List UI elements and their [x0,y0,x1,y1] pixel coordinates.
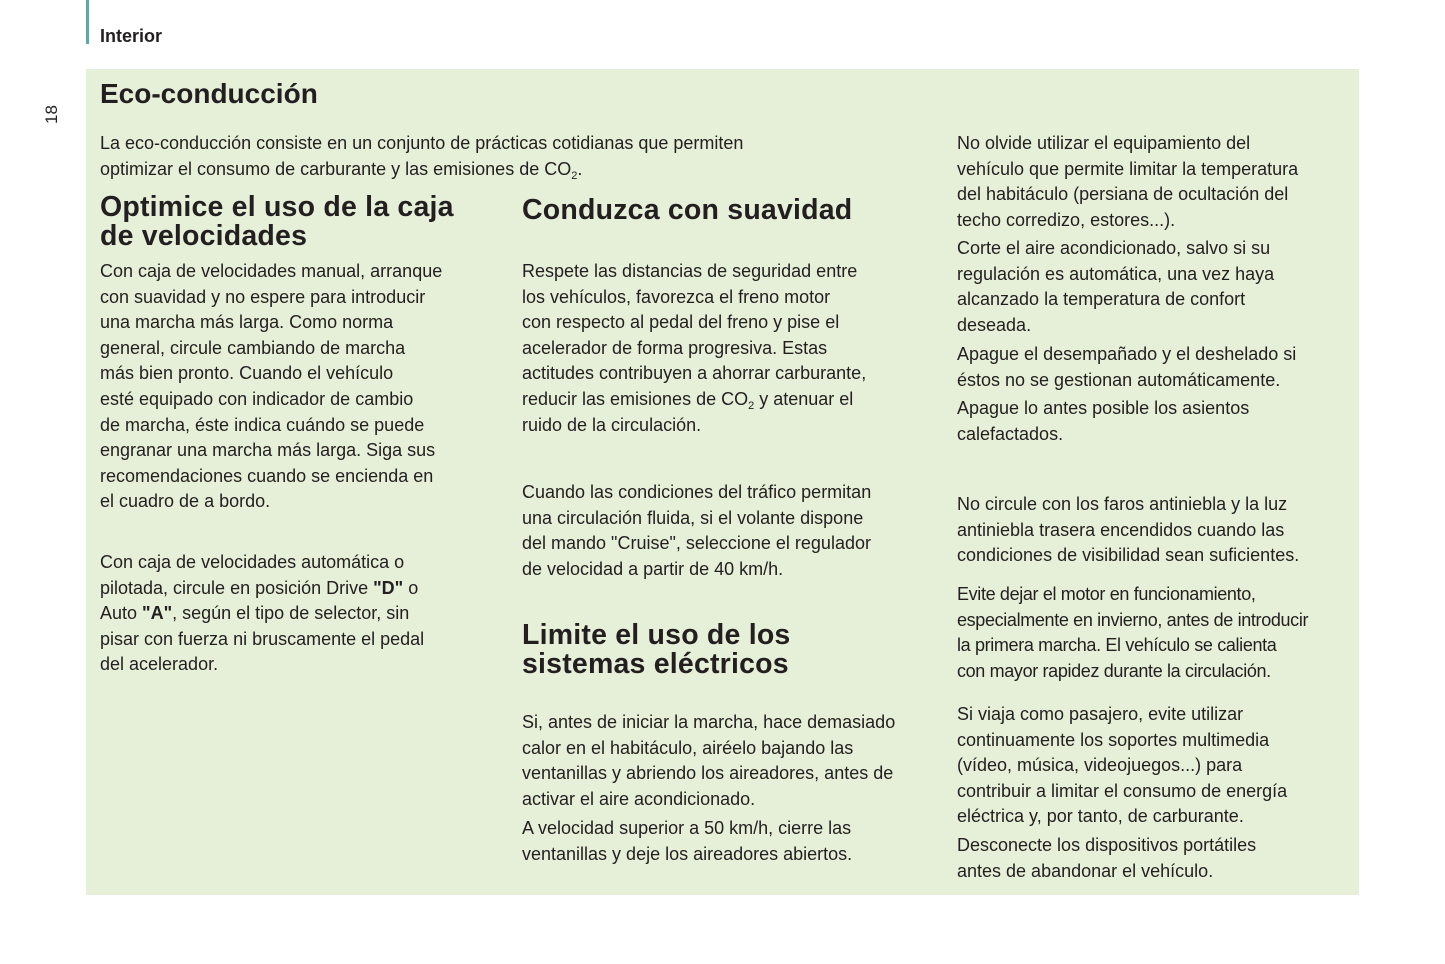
cruise-paragraph: Cuando las condiciones del tráfico permitan una circulación fluida, si el volante dispone del mando "Cruise", seleccione el regulador de velocidad a partir de 40 km/h. [522,482,872,579]
page-title: Eco-conducción [100,78,318,109]
heading-gearbox: Optimice el uso de la caja de velocidades [100,191,454,252]
intro-line: La eco-conducción consiste en un conjunto de prácticas cotidianas que permiten [100,133,744,153]
intro-paragraph [100,131,743,182]
engine-idle-paragraph: Evite dejar el motor en funcionamiento, especialmente en invierno, antes de introducir la primera marcha. El vehículo se calienta con mayor rapidez durante la circulación. [957,584,1309,681]
gearbox-manual-paragraph: Con caja de velocidades manual, arranque con suavidad y no espere para introducir una marcha más larga. Como norma general, circule cambiando de marcha más bien pronto. Cuando el vehículo esté equipado con indicador de cambio de marcha, éste indica cuándo se puede engranar una marcha más larga. Siga sus recomendaciones cuando se encienda en el cuadro de a bordo. [100,261,443,512]
heading-drive-smoothly: Conduzca con suavidad [522,194,853,226]
drive-smoothly-paragraph: Respete las distancias de seguridad entre los vehículos, favorezca el freno motor con respecto al pedal del freno y pise el acelerador de forma progresiva. Estas actitudes contribuyen a ahorrar carburante, reducir las emisiones de $CO_2$ y atenuar el ruido de la circulación. [522,261,867,435]
section-label: Interior [100,26,163,46]
page-number: 18 [42,105,61,124]
defrost-paragraph: Apague el desempañado y el deshelado si éstos no se gestionan automáticamente. [957,344,1297,390]
heading-electrical-systems: Limite el uso de los sistemas eléctricos [522,619,791,680]
gearbox-automatic-paragraph: Con caja de velocidades automática o pilotada, circule en posición Drive "D" o Auto "A", según el tipo de selector, sin pisar con fuerza ni bruscamente el pedal del acelerador. [100,552,425,675]
fog-lights-paragraph: No circule con los faros antiniebla y la luz antiniebla trasera encendidos cuando las condiciones de visibilidad sean suficientes. [957,494,1300,566]
portable-devices-paragraph: Desconecte los dispositivos portátiles antes de abandonar el vehículo. [957,835,1257,881]
heated-seats-paragraph: Apague lo antes posible los asientos calefactados. [957,398,1250,444]
ventilation-paragraph: Si, antes de iniciar la marcha, hace demasiado calor en el habitáculo, airéelo bajando las ventanillas y abriendo los aireadores, antes de activar el aire acondicionado. [522,712,896,809]
air-conditioning-paragraph: Corte el aire acondicionado, salvo si su regulación es automática, una vez haya alcanzado la temperatura de confort deseada. [957,238,1275,335]
intro-line: optimizar el consumo de carburante y las emisiones de $CO_2$. [100,158,583,182]
header-accent-bar [86,0,89,44]
multimedia-paragraph: Si viaja como pasajero, evite utilizar continuamente los soportes multimedia (vídeo, música, videojuegos...) para contribuir a limitar el consumo de energía eléctrica y, por tanto, de carburante. [957,704,1288,827]
windows-paragraph: A velocidad superior a 50 km/h, cierre las ventanillas y deje los aireadores abiertos. [522,818,853,864]
equipment-paragraph: No olvide utilizar el equipamiento del vehículo que permite limitar la temperatura del habitáculo (persiana de ocultación del techo corredizo, estores...). [957,133,1299,230]
